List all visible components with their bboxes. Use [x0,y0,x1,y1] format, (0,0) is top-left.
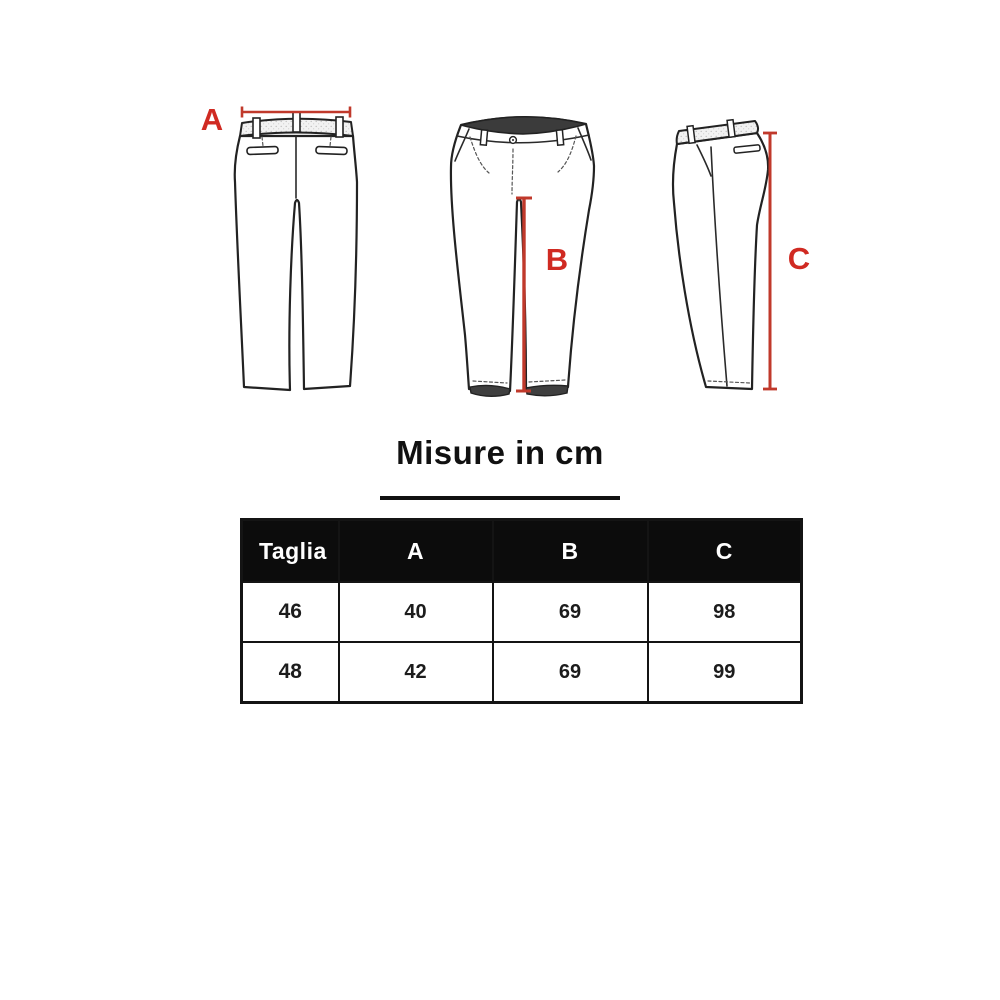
waist-button [510,137,517,144]
cell-taglia-48: 48 [242,642,339,703]
pants-side-body [673,133,768,389]
pants-side-view [660,98,820,405]
page-title: Misure in cm [396,434,604,471]
pants-front-view [440,98,620,405]
pants-back-view [190,98,385,403]
measure-label-b: B [545,242,569,277]
cell-48-c: 99 [648,642,802,703]
header-a: A [339,520,493,583]
cell-46-a: 40 [339,582,493,642]
measure-label-a: A [200,102,224,137]
header-b: B [493,520,648,583]
table-row-size-46 [242,582,802,642]
pants-back-view-drawing [190,98,385,403]
measure-label-c: C [787,241,811,276]
size-table [240,518,803,704]
pants-side-view-drawing [660,98,820,405]
title-underline [380,496,620,500]
header-taglia: Taglia [242,520,339,583]
pants-front-view-drawing [440,98,620,405]
size-table-header-row [242,520,802,583]
header-c: C [648,520,802,583]
cell-48-b: 69 [493,642,648,703]
cell-taglia-46: 46 [242,582,339,642]
cell-48-a: 42 [339,642,493,703]
cell-46-b: 69 [493,582,648,642]
cell-46-c: 98 [648,582,802,642]
table-row-size-48 [242,642,802,703]
